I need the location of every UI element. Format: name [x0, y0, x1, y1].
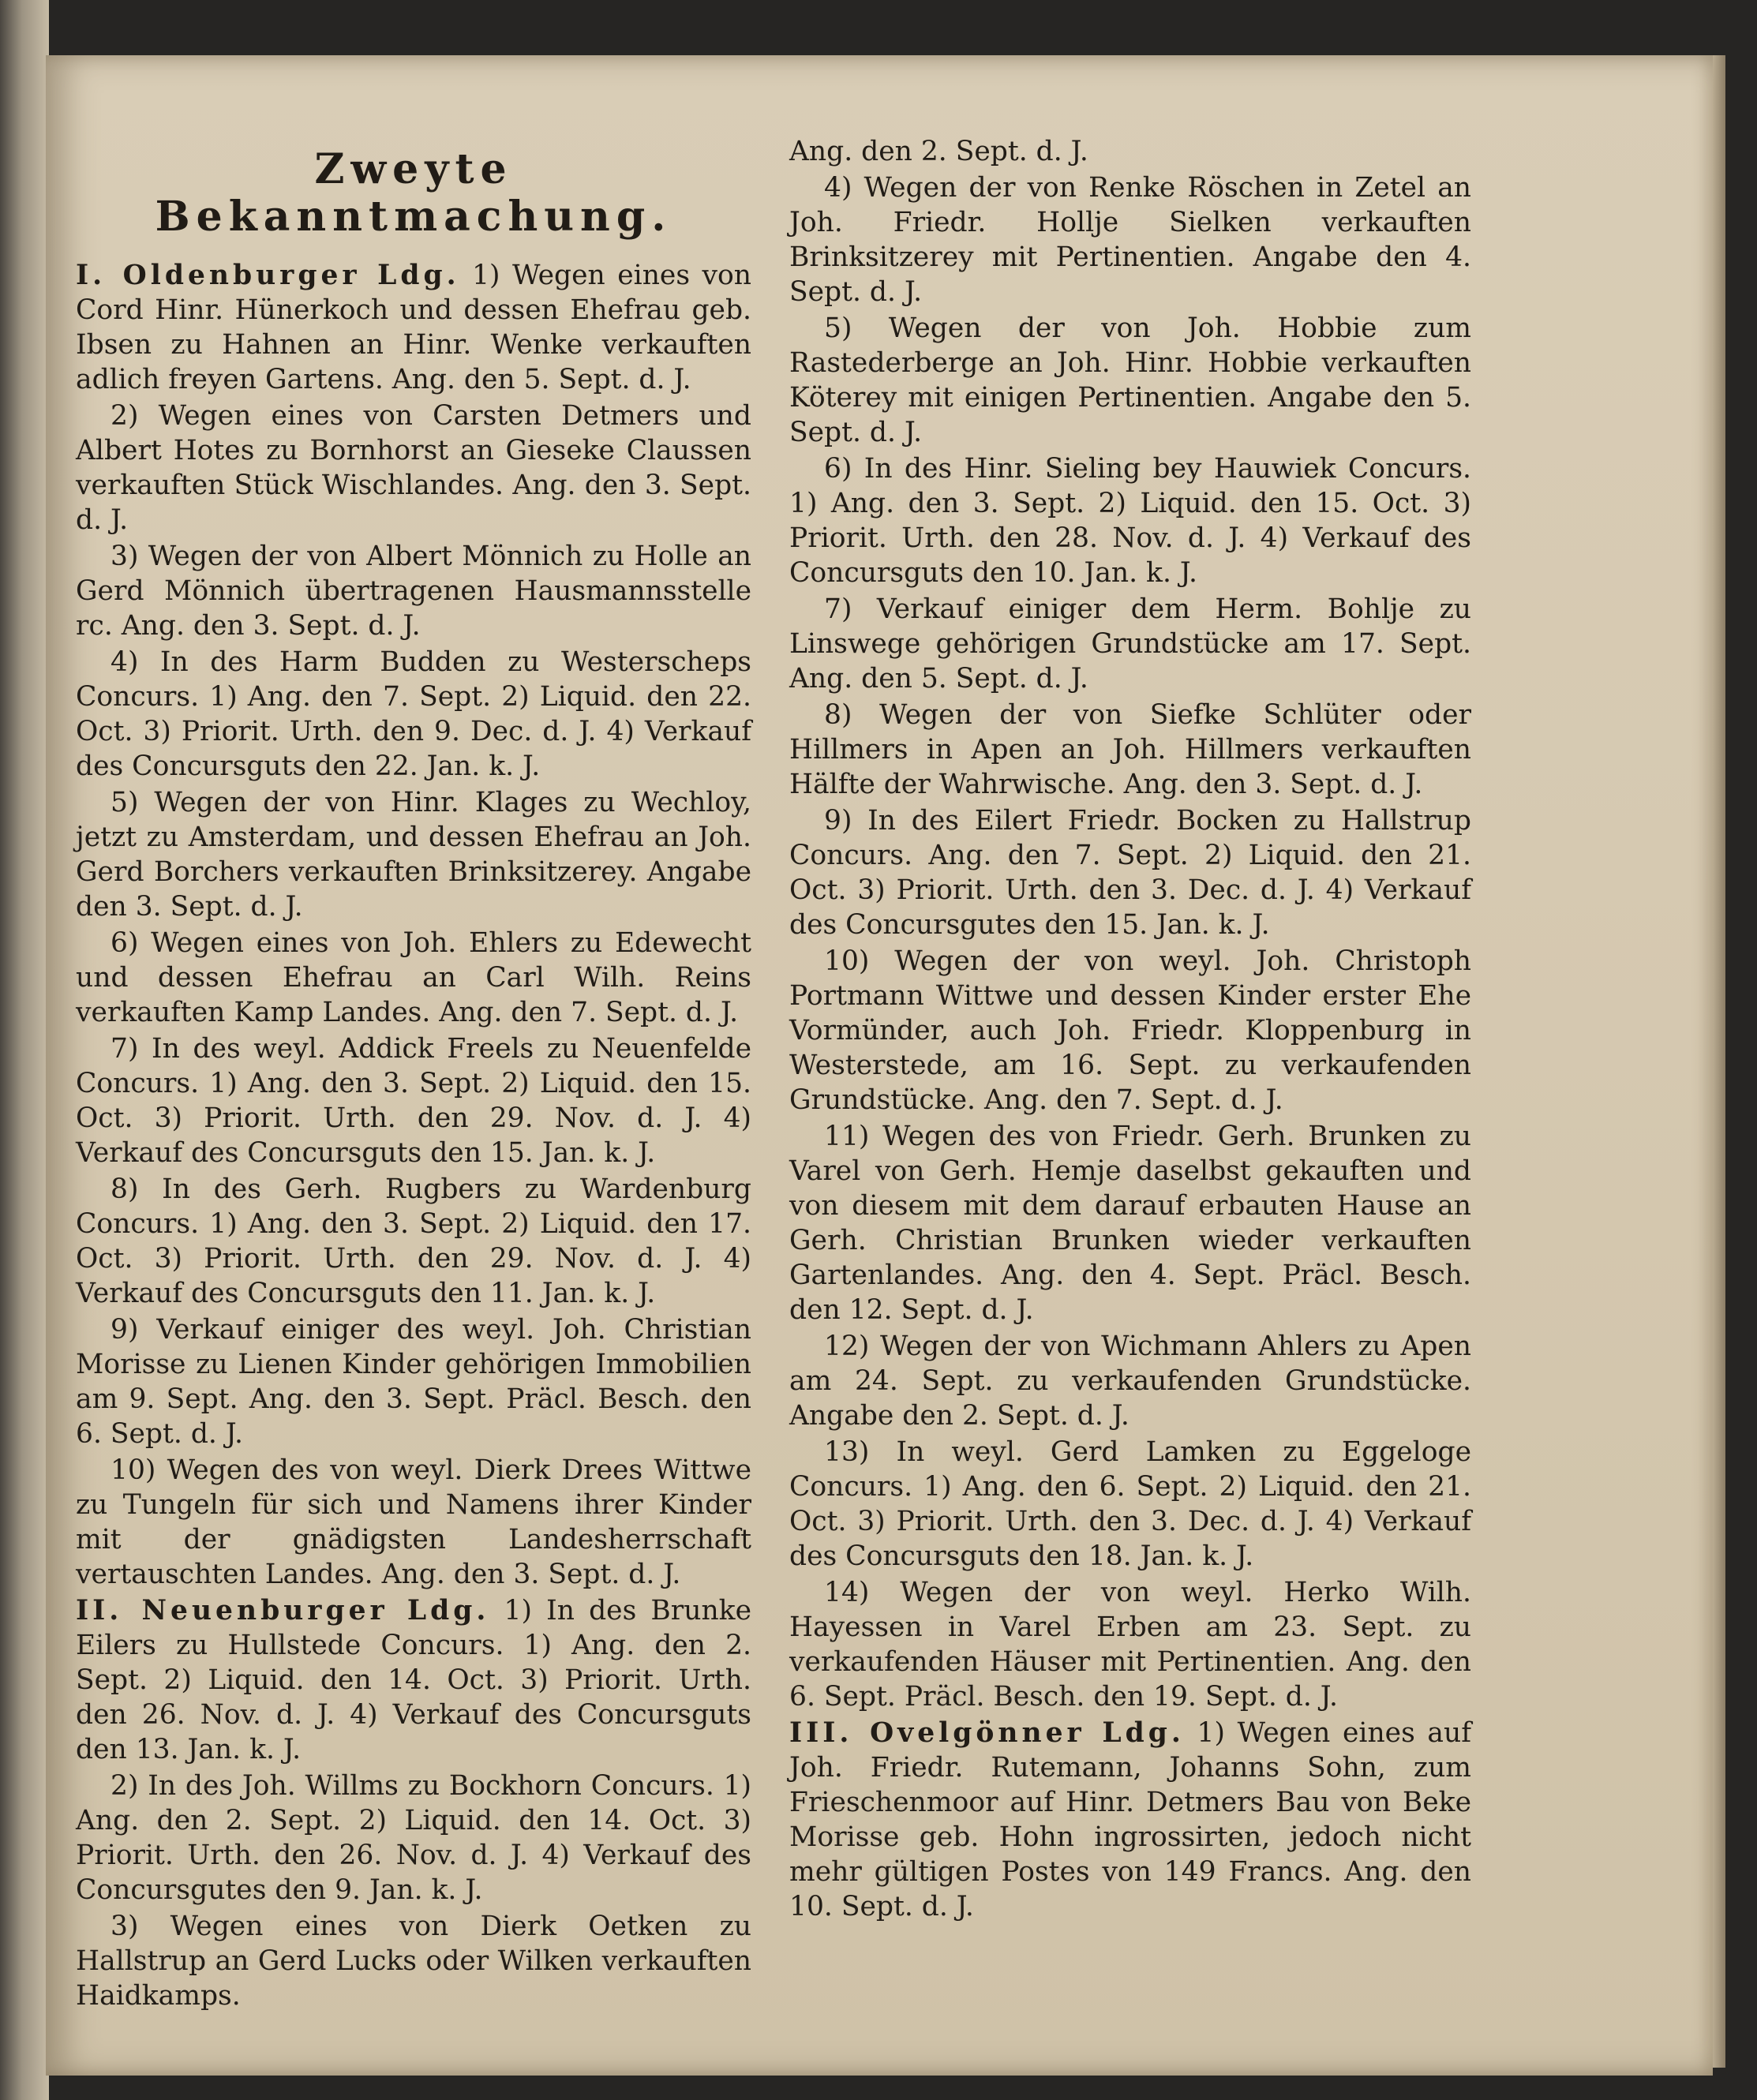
paragraph-text: 11) Wegen des von Friedr. Gerh. Brunken zu Varel von Gerh. Hemje daselbst gekauften und von diesem mit dem darauf erbauten Hause an Gerh. Christian Brunken wieder verkauften Gartenlandes. Ang. den 4. Sept. Präcl. Besch. den 12. Sept. d. J. [789, 1121, 1471, 1326]
section-paragraph [76, 1593, 751, 1767]
paragraph-text: 7) In des weyl. Addick Freels zu Neuenfelde Concurs. 1) Ang. den 3. Sept. 2) Liquid. den 15. Oct. 3) Priorit. Urth. den 29. Nov. d. J. 4) Verkauf des Concursguts den 15. Jan. k. J. [76, 1033, 751, 1169]
notice-paragraph [789, 803, 1471, 942]
district-heading: I. Oldenburger Ldg. [76, 260, 460, 291]
paragraph-text: 3) Wegen eines von Dierk Oetken zu Hallstrup an Gerd Lucks oder Wilken verkauften Haidkamps. [76, 1911, 751, 2012]
district-heading: II. Neuenburger Ldg. [76, 1595, 490, 1626]
paragraph-text: 1) Wegen eines von Cord Hinr. Hünerkoch und dessen Ehefrau geb. Ibsen zu Hahnen an Hinr. Wenke verkauften adlich freyen Gartens. Ang. den 5. Sept. d. J. [76, 260, 751, 395]
notice-paragraph [76, 1909, 751, 2013]
notice-paragraph [789, 134, 1471, 169]
paragraph-text: 12) Wegen der von Wichmann Ahlers zu Apen am 24. Sept. zu verkaufenden Grundstücke. Angabe den 2. Sept. d. J. [789, 1331, 1471, 1432]
paragraph-text: 13) In weyl. Gerd Lamken zu Eggeloge Concurs. 1) Ang. den 6. Sept. 2) Liquid. den 21. Oct. 3) Priorit. Urth. den 3. Dec. d. J. 4) Verkauf des Concursguts den 18. Jan. k. J. [789, 1436, 1471, 1572]
section-paragraph [76, 258, 751, 397]
notice-paragraph [789, 944, 1471, 1117]
notice-paragraph [789, 170, 1471, 309]
paragraph-text: 9) Verkauf einiger des weyl. Joh. Christian Morisse zu Lienen Kinder gehörigen Immobilien am 9. Sept. Ang. den 3. Sept. Präcl. Besch. den 6. Sept. d. J. [76, 1314, 751, 1450]
paragraph-text: 2) In des Joh. Willms zu Bockhorn Concurs. 1) Ang. den 2. Sept. 2) Liquid. den 14. Oct. 3) Priorit. Urth. den 26. Nov. d. J. 4) Verkauf des Concursgutes den 9. Jan. k. J. [76, 1770, 751, 1906]
left-page-gutter [0, 0, 49, 2100]
notice-paragraph [789, 592, 1471, 696]
paragraph-text: 7) Verkauf einiger dem Herm. Bohlje zu Linswege gehörigen Grundstücke am 17. Sept. Ang. den 5. Sept. d. J. [789, 593, 1471, 694]
paragraph-text: 10) Wegen des von weyl. Dierk Drees Wittwe zu Tungeln für sich und Namens ihrer Kinder mit der gnädigsten Landesherrschaft vertauschten Landes. Ang. den 3. Sept. d. J. [76, 1454, 751, 1590]
notice-paragraph [76, 1769, 751, 1907]
notice-paragraph [76, 926, 751, 1030]
notice-paragraph [789, 1435, 1471, 1574]
paragraph-text: 3) Wegen der von Albert Mönnich zu Holle an Gerd Mönnich übertragenen Hausmannsstelle rc. Ang. den 3. Sept. d. J. [76, 541, 751, 642]
district-heading: III. Ovelgönner Ldg. [789, 1717, 1185, 1749]
paragraph-text: Ang. den 2. Sept. d. J. [789, 136, 1088, 167]
document-title: Zweyte Bekanntmachung. [155, 145, 672, 241]
page-edge-shadow [1713, 55, 1725, 2068]
left-column [76, 146, 751, 2015]
notice-paragraph [789, 451, 1471, 590]
paragraph-text: 1) Wegen eines auf Joh. Friedr. Rutemann, Johanns Sohn, zum Frieschenmoor auf Hinr. Detmers Bau von Beke Morisse geb. Hohn ingrossirten, jedoch nicht mehr gültigen Postes von 149 Francs. Ang. den 10. Sept. d. J. [789, 1717, 1471, 1922]
paragraph-text: 5) Wegen der von Hinr. Klages zu Wechloy, jetzt zu Amsterdam, und dessen Ehefrau an Joh. Gerd Borchers verkauften Brinksitzerey. Angabe den 3. Sept. d. J. [76, 787, 751, 923]
notice-paragraph [76, 1453, 751, 1592]
paragraph-text: 6) Wegen eines von Joh. Ehlers zu Edewecht und dessen Ehefrau an Carl Wilh. Reins verkauften Kamp Landes. Ang. den 7. Sept. d. J. [76, 927, 751, 1028]
paragraph-text: 8) Wegen der von Siefke Schlüter oder Hillmers in Apen an Joh. Hillmers verkauften Hälfte der Wahrwische. Ang. den 3. Sept. d. J. [789, 699, 1471, 800]
notice-paragraph [789, 698, 1471, 802]
paragraph-text: 9) In des Eilert Friedr. Bocken zu Hallstrup Concurs. Ang. den 7. Sept. 2) Liquid. den 21. Oct. 3) Priorit. Urth. den 3. Dec. d. J. 4) Verkauf des Concursgutes den 15. Jan. k. J. [789, 805, 1471, 941]
notice-paragraph [789, 1119, 1471, 1327]
paragraph-text: 4) Wegen der von Renke Röschen in Zetel an Joh. Friedr. Hollje Sielken verkauften Brinksitzerey mit Pertinentien. Angabe den 4. Sept. d. J. [789, 172, 1471, 308]
notice-paragraph [76, 539, 751, 643]
notice-paragraph [76, 785, 751, 924]
notice-paragraph [789, 1329, 1471, 1433]
paragraph-text: 1) In des Brunke Eilers zu Hullstede Concurs. 1) Ang. den 2. Sept. 2) Liquid. den 14. Oct. 3) Priorit. Urth. den 26. Nov. d. J. 4) Verkauf des Concursguts den 13. Jan. k. J. [76, 1595, 752, 1765]
notice-paragraph [76, 645, 751, 784]
right-column [789, 134, 1471, 1926]
paragraph-text: 14) Wegen der von weyl. Herko Wilh. Hayessen in Varel Erben am 23. Sept. zu verkaufenden Häuser mit Pertinentien. Ang. den 6. Sept. Präcl. Besch. den 19. Sept. d. J. [789, 1577, 1471, 1713]
paragraph-text: 6) In des Hinr. Sieling bey Hauwiek Concurs. 1) Ang. den 3. Sept. 2) Liquid. den 15. Oct. 3) Priorit. Urth. den 28. Nov. d. J. 4) Verkauf des Concursguts den 10. Jan. k. J. [789, 453, 1471, 589]
section-paragraph [789, 1716, 1471, 1924]
paragraph-text: 8) In des Gerh. Rugbers zu Wardenburg Concurs. 1) Ang. den 3. Sept. 2) Liquid. den 17. Oct. 3) Priorit. Urth. den 29. Nov. d. J. 4) Verkauf des Concursguts den 11. Jan. k. J. [76, 1174, 751, 1309]
notice-paragraph [76, 1172, 751, 1311]
notice-paragraph [76, 399, 751, 537]
notice-paragraph [789, 1575, 1471, 1714]
notice-paragraph [789, 311, 1471, 450]
notice-paragraph [76, 1031, 751, 1170]
paragraph-text: 2) Wegen eines von Carsten Detmers und Albert Hotes zu Bornhorst an Gieseke Claussen verkauften Stück Wischlandes. Ang. den 3. Sept. d. J. [76, 400, 751, 536]
notice-paragraph [76, 1312, 751, 1451]
paragraph-text: 4) In des Harm Budden zu Westerscheps Concurs. 1) Ang. den 7. Sept. 2) Liquid. den 22. Oct. 3) Priorit. Urth. den 9. Dec. d. J. 4) Verkauf des Concursguts den 22. Jan. k. J. [76, 646, 751, 782]
paragraph-text: 5) Wegen der von Joh. Hobbie zum Rastederberge an Joh. Hinr. Hobbie verkauften Köterey mit einigen Pertinentien. Angabe den 5. Sept. d. J. [789, 313, 1471, 448]
paragraph-text: 10) Wegen der von weyl. Joh. Christoph Portmann Wittwe und dessen Kinder erster Ehe Vormünder, auch Joh. Friedr. Kloppenburg in Westerstede, am 16. Sept. zu verkaufenden Grundstücke. Ang. den 7. Sept. d. J. [789, 945, 1471, 1116]
